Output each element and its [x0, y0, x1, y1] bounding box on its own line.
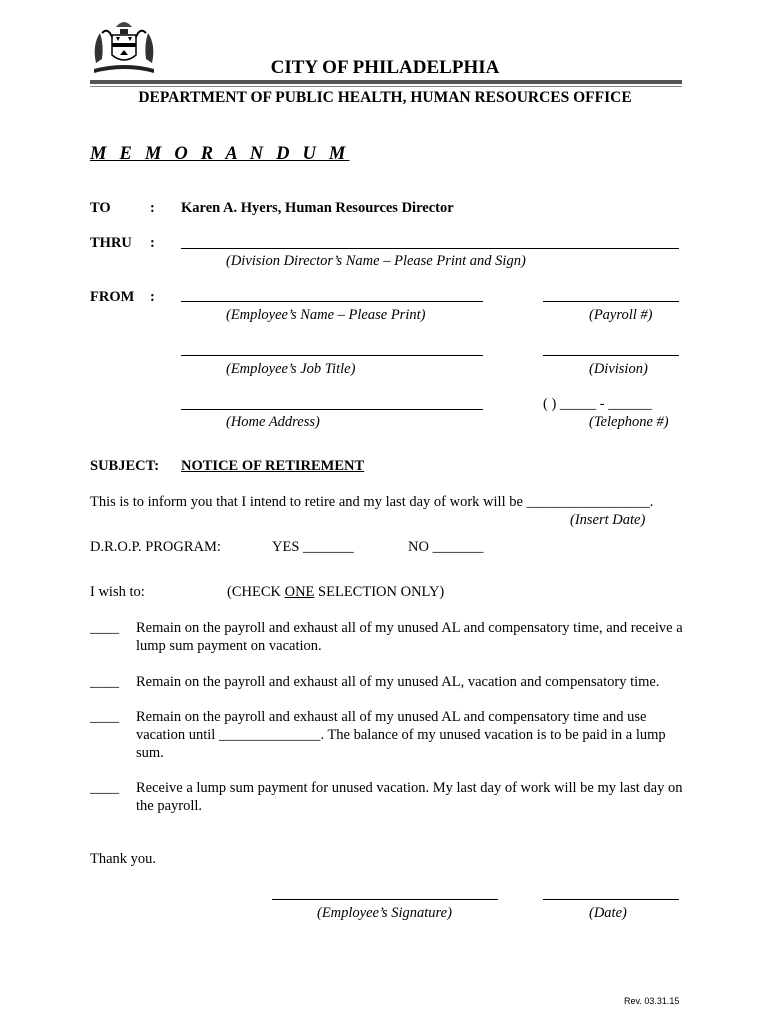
to-value: Karen A. Hyers, Human Resources Director — [181, 200, 454, 216]
check-instruction-one: ONE — [284, 584, 315, 600]
division-director-field[interactable] — [181, 248, 679, 249]
option-1-blank[interactable]: ____ — [90, 620, 119, 636]
job-title-field[interactable] — [181, 355, 483, 356]
to-colon: : — [150, 200, 155, 216]
check-instruction-post: SELECTION ONLY) — [314, 584, 445, 600]
employee-name-field[interactable] — [181, 301, 483, 302]
option-3-text: Remain on the payroll and exhaust all of my unused AL and compensatory time and use vacation until ______________. The balance of my unused vacation is to be paid in a lump sum. — [136, 709, 666, 761]
subject-value: NOTICE OF RETIREMENT — [181, 458, 365, 474]
check-instruction-pre: (CHECK — [227, 584, 285, 600]
signature-date-field[interactable] — [543, 899, 679, 900]
option-4-text: Receive a lump sum payment for unused vacation. My last day of work will be my last day on the payroll. — [136, 780, 683, 814]
option-3-blank[interactable]: ____ — [90, 709, 119, 725]
thru-colon: : — [150, 235, 155, 251]
intent-text: This is to inform you that I intend to retire and my last day of work will be _________________. — [90, 494, 654, 510]
city-title: CITY OF PHILADELPHIA — [270, 57, 500, 78]
employee-signature-field[interactable] — [272, 899, 498, 900]
header-rule-thin — [90, 86, 682, 87]
home-address-field[interactable] — [181, 409, 483, 410]
division-caption: (Division) — [589, 361, 648, 377]
from-label: FROM — [90, 289, 135, 305]
drop-program-label: D.R.O.P. PROGRAM: — [90, 539, 221, 555]
option-2-text: Remain on the payroll and exhaust all of my unused AL, vacation and compensatory time. — [136, 674, 660, 690]
division-director-caption: (Division Director’s Name – Please Print and Sign) — [226, 253, 526, 269]
home-address-caption: (Home Address) — [226, 414, 320, 430]
option-2-blank[interactable]: ____ — [90, 674, 119, 690]
employee-name-caption: (Employee’s Name – Please Print) — [226, 307, 426, 323]
memorandum-title: M E M O R A N D U M — [90, 144, 350, 164]
drop-no-field[interactable]: NO _______ — [408, 539, 484, 555]
check-instruction — [227, 584, 444, 601]
signature-caption: (Employee’s Signature) — [317, 905, 452, 921]
revision-label: Rev. 03.31.15 — [624, 996, 680, 1006]
option-1-text: Remain on the payroll and exhaust all of my unused AL and compensatory time, and receive a lump sum payment on vacation. — [136, 620, 683, 654]
header-rule-thick — [90, 80, 682, 84]
subject-label: SUBJECT: — [90, 458, 160, 474]
telephone-caption: (Telephone #) — [589, 414, 669, 430]
date-caption: (Date) — [589, 905, 627, 921]
payroll-number-field[interactable] — [543, 301, 679, 302]
wish-label: I wish to: — [90, 584, 145, 600]
option-4-blank[interactable]: ____ — [90, 780, 119, 796]
from-colon: : — [150, 289, 155, 305]
thru-label: THRU — [90, 235, 132, 251]
payroll-caption: (Payroll #) — [589, 307, 653, 323]
insert-date-caption: (Insert Date) — [570, 512, 646, 528]
to-label: TO — [90, 200, 111, 216]
job-title-caption: (Employee’s Job Title) — [226, 361, 356, 377]
drop-yes-field[interactable]: YES _______ — [272, 539, 354, 555]
division-field[interactable] — [543, 355, 679, 356]
telephone-field[interactable]: ( ) _____ - ______ — [543, 396, 652, 412]
department-title: DEPARTMENT OF PUBLIC HEALTH, HUMAN RESOURCES OFFICE — [138, 89, 632, 106]
thank-you-text: Thank you. — [90, 851, 157, 867]
